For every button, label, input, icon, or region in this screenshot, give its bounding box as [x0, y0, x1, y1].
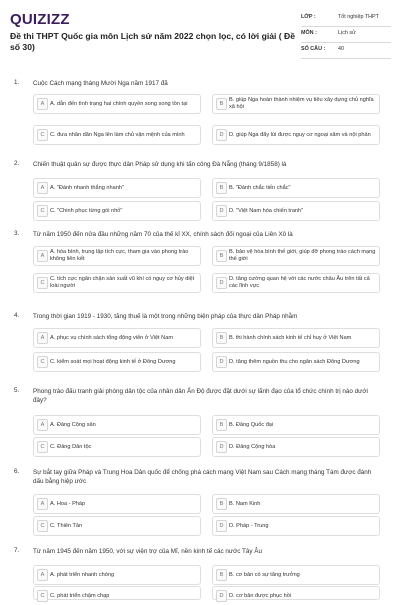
- meta-count-value: 40: [338, 46, 344, 52]
- option-letter-a: A: [37, 182, 48, 194]
- question-text: Chiến thuật quân sự được thực dân Pháp sử dụng khi tấn công Đà Nẵng (tháng 9/1858) là: [33, 161, 287, 168]
- option-b[interactable]: [212, 328, 380, 348]
- option-letter-a: A: [37, 98, 48, 110]
- question-number: 6.: [14, 468, 20, 475]
- option-b[interactable]: [212, 494, 380, 514]
- meta-subject-value: Lịch sử: [338, 30, 356, 36]
- option-text: C. "Chinh phục từng gói nhỏ": [50, 207, 123, 214]
- option-b[interactable]: [212, 246, 380, 266]
- option-letter-b: B: [216, 250, 227, 262]
- option-letter-c: C: [37, 205, 48, 217]
- meta-subject-label: MÔN :: [301, 30, 317, 36]
- option-b[interactable]: [212, 178, 380, 198]
- question-text: Trong thời gian 1919 - 1930, tăng thuế là một trong những biện pháp của thực dân Pháp nhằm: [33, 313, 298, 320]
- option-letter-b: B: [216, 419, 227, 431]
- option-d[interactable]: [212, 516, 380, 536]
- option-b[interactable]: [212, 94, 380, 114]
- option-text: C. kiểm soát mọi hoạt động kinh tế ở Đông Dương: [50, 358, 176, 365]
- option-d[interactable]: [212, 273, 380, 293]
- meta-panel: [301, 11, 391, 59]
- option-letter-c: C: [37, 129, 48, 141]
- meta-grade-row: [301, 11, 391, 27]
- question-number: 3.: [14, 230, 20, 237]
- option-letter-d: D: [216, 441, 227, 453]
- option-text: C. phát triển chậm chạp: [50, 592, 110, 599]
- question-text: Sự bắt tay giữa Pháp và Trung Hoa Dân quốc để chống phá cách mạng Việt Nam sau Cách mạng tháng Tám được đánh dấu bằng hiệp ước: [33, 469, 372, 485]
- option-letter-a: A: [37, 250, 48, 262]
- option-letter-a: A: [37, 419, 48, 431]
- option-c[interactable]: [33, 437, 201, 457]
- question-number: 4.: [14, 312, 20, 319]
- option-text: A. Đảng Cộng sản: [50, 421, 96, 428]
- option-text: A. "Đánh nhanh thắng nhanh": [50, 184, 124, 191]
- option-letter-a: A: [37, 498, 48, 510]
- option-b[interactable]: [212, 565, 380, 585]
- question-number: 7.: [14, 547, 20, 554]
- meta-grade-value: Tốt nghiệp THPT: [338, 14, 379, 20]
- option-text: A. Hoa - Pháp: [50, 500, 86, 507]
- option-text: B. giúp Nga hoàn thành nhiệm vụ tiêu xây dựng chủ nghĩa xã hội: [229, 97, 374, 110]
- option-c[interactable]: [33, 201, 201, 221]
- option-text: D. Pháp - Trung: [229, 522, 269, 529]
- option-letter-b: B: [216, 98, 227, 110]
- option-d[interactable]: [212, 125, 380, 145]
- option-d[interactable]: [212, 586, 380, 600]
- option-letter-b: B: [216, 332, 227, 344]
- option-a[interactable]: [33, 494, 201, 514]
- option-letter-b: B: [216, 569, 227, 581]
- option-c[interactable]: [33, 516, 201, 536]
- option-text: D. tăng thêm nguồn thu cho ngân sách Đông Dương: [229, 358, 360, 365]
- option-c[interactable]: [33, 273, 201, 293]
- option-text: D. Đảng Cộng hòa: [229, 443, 276, 450]
- option-text: D. "Việt Nam hóa chiến tranh": [229, 207, 304, 214]
- option-letter-d: D: [216, 205, 227, 217]
- option-a[interactable]: [33, 328, 201, 348]
- question-number: 2.: [14, 160, 20, 167]
- option-letter-c: C: [37, 277, 48, 289]
- option-letter-d: D: [216, 129, 227, 141]
- question-text: Từ năm 1945 đến năm 1950, với sự viện trợ của Mĩ, nền kinh tế các nước Tây Âu: [33, 548, 262, 555]
- option-text: C. tích cực ngăn chặn sản xuất vũ khí có nguy cơ hủy diệt loài người: [50, 276, 195, 289]
- option-letter-b: B: [216, 498, 227, 510]
- question-text: Phong trào đấu tranh giải phóng dân tộc của nhân dân Ấn Độ được đặt dưới sự lãnh đạo của tổ chức chính trị nào dưới đây?: [33, 388, 368, 404]
- option-a[interactable]: [33, 246, 201, 266]
- option-d[interactable]: [212, 352, 380, 372]
- option-letter-c: C: [37, 590, 48, 602]
- option-letter-c: C: [37, 520, 48, 532]
- option-a[interactable]: [33, 178, 201, 198]
- option-text: B. Nam Kinh: [229, 500, 261, 507]
- option-text: C. đưa nhân dân Nga lên làm chủ vận mệnh của mình: [50, 131, 185, 138]
- option-c[interactable]: [33, 586, 201, 600]
- question-text: Cuộc Cách mạng tháng Mười Nga năm 1917 đã: [33, 80, 168, 87]
- option-d[interactable]: [212, 201, 380, 221]
- meta-subject-row: [301, 27, 391, 43]
- option-text: D. giúp Nga đẩy lùi được nguy cơ ngoại xâm và nội phản: [229, 131, 371, 138]
- meta-grade-label: LỚP :: [301, 14, 316, 20]
- option-text: B. Đảng Quốc đại: [229, 421, 274, 428]
- option-letter-a: A: [37, 332, 48, 344]
- option-text: D. cơ bản được phục hồi: [229, 592, 292, 599]
- option-text: B. "Đánh chắc tiến chắc": [229, 184, 291, 191]
- option-letter-a: A: [37, 569, 48, 581]
- option-letter-d: D: [216, 277, 227, 289]
- option-letter-b: B: [216, 182, 227, 194]
- option-text: B. cơ bản có sự tăng trưởng: [229, 571, 300, 578]
- option-a[interactable]: [33, 415, 201, 435]
- option-text: B. thi hành chính sách kinh tế chỉ huy ở Việt Nam: [229, 334, 352, 341]
- question-text: Từ năm 1950 đến nửa đầu những năm 70 của thế kỉ XX, chính sách đối ngoại của Liên Xô là: [33, 231, 293, 238]
- meta-count-row: [301, 43, 391, 59]
- option-text: A. phục vụ chính sách tổng động viên ở Việt Nam: [50, 334, 173, 341]
- option-d[interactable]: [212, 437, 380, 457]
- meta-count-label: SỐ CÂU :: [301, 46, 326, 52]
- question-number: 5.: [14, 387, 20, 394]
- option-text: A. phát triển nhanh chóng: [50, 571, 115, 578]
- document-title: Đề thi THPT Quốc gia môn Lịch sử năm 2022 chọn lọc, có lời giải ( Đề số 30): [10, 31, 295, 52]
- option-letter-c: C: [37, 356, 48, 368]
- worksheet-header: [0, 0, 400, 66]
- quizizz-logo: QUIZIZZ: [10, 11, 70, 28]
- option-text: B. bảo vệ hòa bình thế giới, giúp đỡ phong trào cách mạng thế giới: [229, 249, 376, 262]
- option-a[interactable]: [33, 565, 201, 585]
- option-b[interactable]: [212, 415, 380, 435]
- question-number: 1.: [14, 79, 20, 86]
- option-text: C. Thiên Tân: [50, 522, 83, 529]
- option-text: D. tăng cường quan hệ với các nước châu Âu trên tất cả các lĩnh vực: [229, 276, 370, 289]
- option-letter-d: D: [216, 356, 227, 368]
- option-c[interactable]: [33, 125, 201, 145]
- option-a[interactable]: [33, 94, 201, 114]
- option-c[interactable]: [33, 352, 201, 372]
- option-letter-d: D: [216, 520, 227, 532]
- option-text: C. Đảng Dân tộc: [50, 443, 92, 450]
- option-letter-d: D: [216, 590, 227, 602]
- option-text: A. dẫn đến tình trạng hai chính quyền song song tồn tại: [50, 100, 188, 107]
- option-text: A. hòa bình, trung lập tích cực, tham gia vào phong trào không liên kết: [50, 249, 189, 262]
- option-letter-c: C: [37, 441, 48, 453]
